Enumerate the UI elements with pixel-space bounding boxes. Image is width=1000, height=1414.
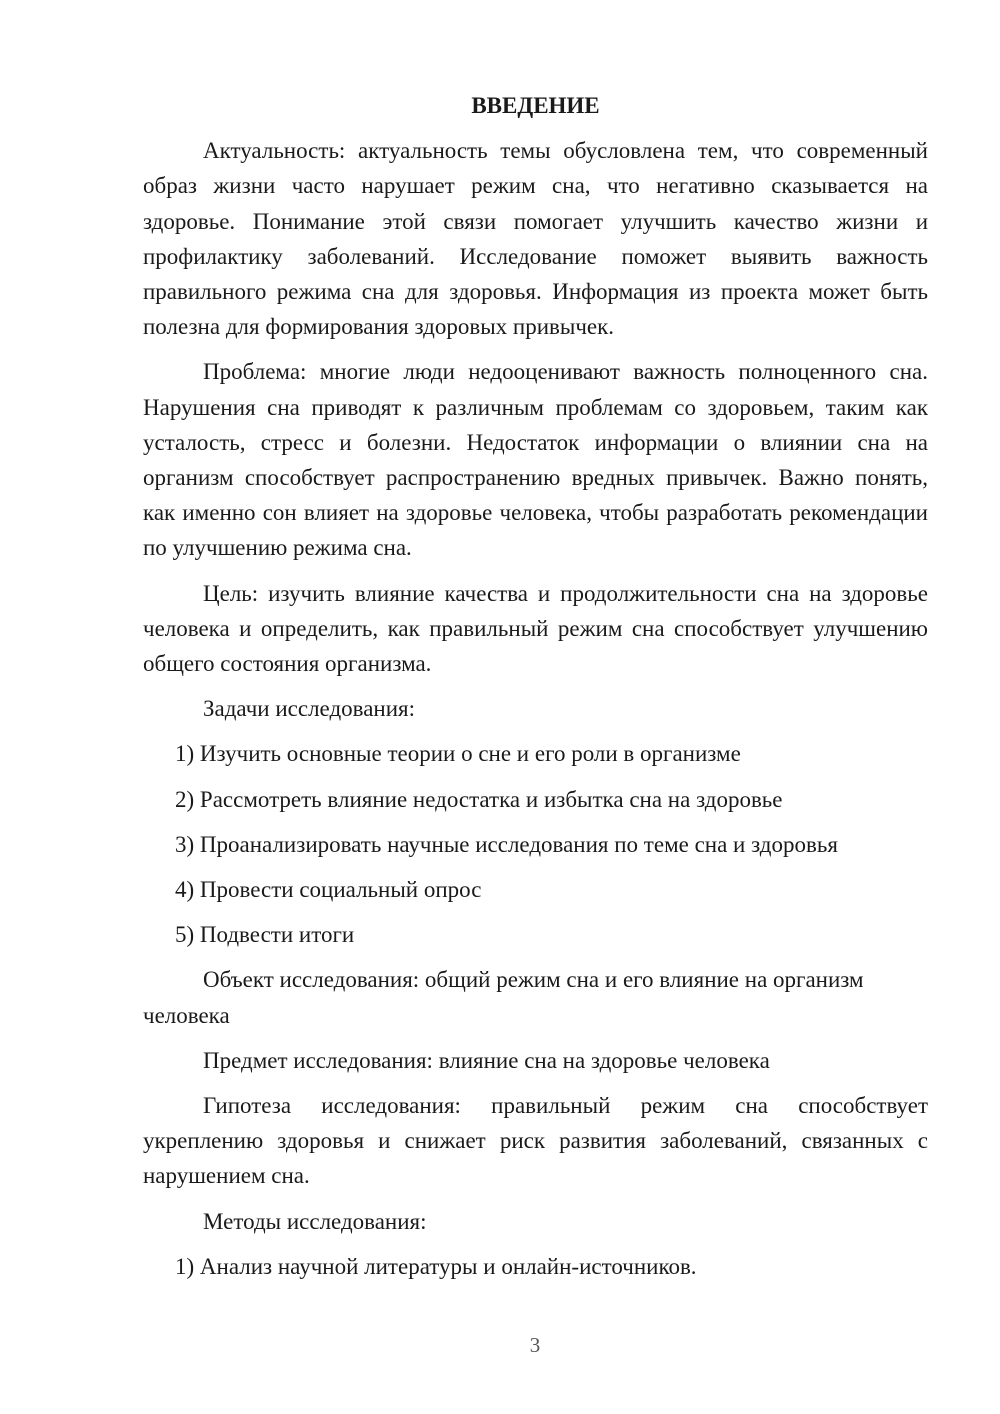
task-item: 2) Рассмотреть влияние недостатка и избытка сна на здоровье (175, 786, 783, 812)
subject-paragraph: Предмет исследования: влияние сна на здоровье человека (203, 1047, 770, 1073)
task-item: 4) Провести социальный опрос (175, 877, 482, 903)
tasks-heading: Задачи исследования: (203, 696, 416, 722)
object-paragraph: Объект исследования: общий режим сна и его влияние на организм человека (143, 967, 864, 1028)
section-title: ВВЕДЕНИЕ (471, 93, 600, 118)
method-item: 1) Анализ научной литературы и онлайн-источников. (175, 1253, 697, 1279)
hypothesis-paragraph: Гипотеза исследования: правильный режим сна способствует укреплению здоровья и снижает риск развития заболеваний, связанных с нарушением сна. (143, 1093, 928, 1189)
task-item: 3) Проанализировать научные исследования по теме сна и здоровья (175, 831, 838, 857)
relevance-paragraph: Актуальность: актуальность темы обусловлена тем, что современный образ жизни часто нарушает режим сна, что негативно сказывается на здоровье. Понимание этой связи помогает улучшить качество жизни и профилактику заболеваний. Исследование поможет выявить важность правильного режима сна для здоровья. Информация из проекта может быть полезна для формирования здоровых привычек. (143, 138, 928, 340)
problem-paragraph: Проблема: многие люди недооценивают важность полноценного сна. Нарушения сна приводят к различным проблемам со здоровьем, таким как усталость, стресс и болезни. Недостаток информации о влиянии сна на организм способствует распространению вредных привычек. Важно понять, как именно сон влияет на здоровье человека, чтобы разработать рекомендации по улучшению режима сна. (143, 359, 928, 561)
task-item: 1) Изучить основные теории о сне и его роли в организме (175, 741, 741, 767)
methods-heading: Методы исследования: (203, 1208, 427, 1234)
goal-paragraph: Цель: изучить влияние качества и продолжительности сна на здоровье человека и определить, как правильный режим сна способствует улучшению общего состояния организма. (143, 580, 928, 677)
page-content (143, 88, 928, 1294)
task-item: 5) Подвести итоги (175, 922, 355, 948)
page-number: 3 (529, 1333, 541, 1357)
